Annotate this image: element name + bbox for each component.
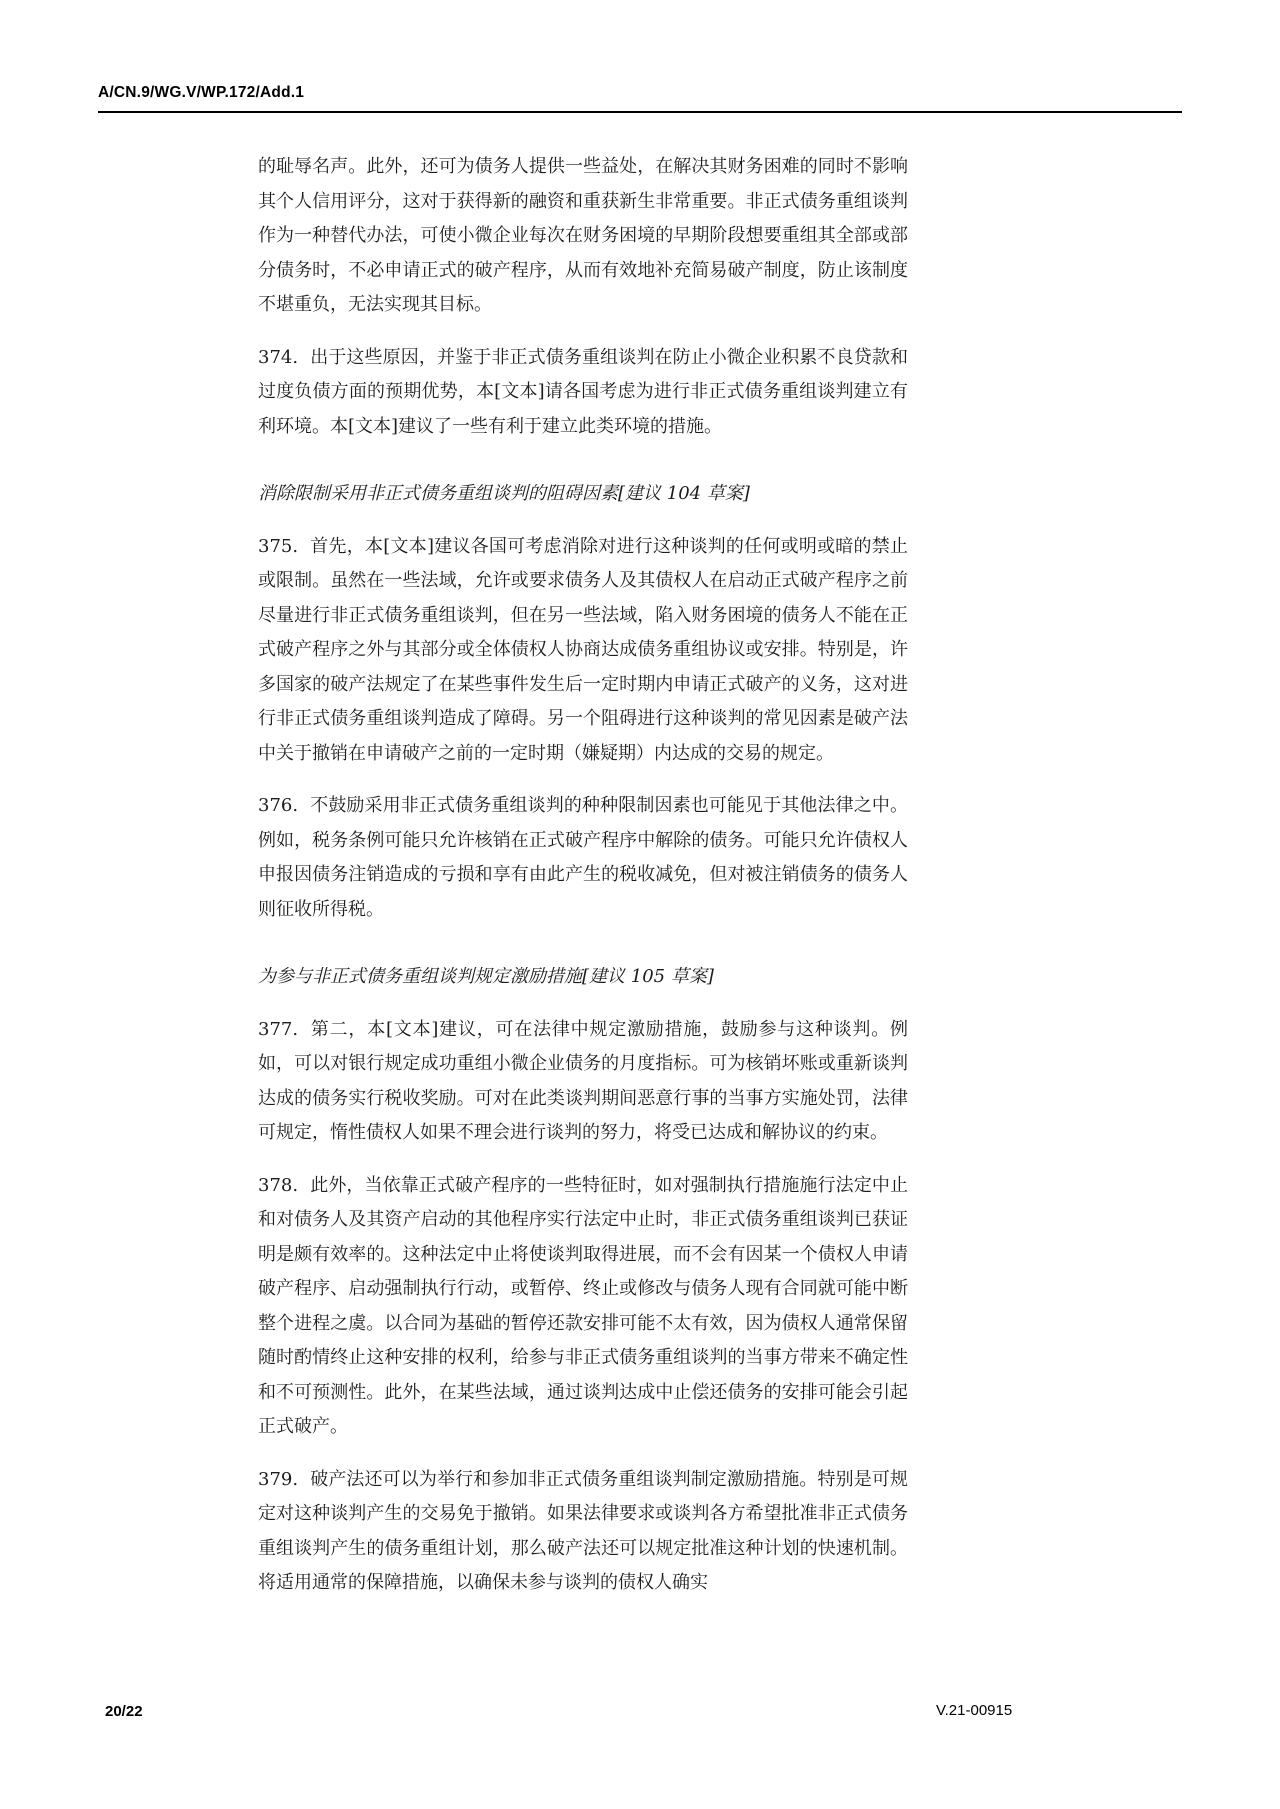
paragraph-text: 首先，本[文本]建议各国可考虑消除对进行这种谈判的任何或明或暗的禁止或限制。虽然在一些法域，允许或要求债务人及其债权人在启动正式破产程序之前尽量进行非正式债务重组谈判，但在另一些法域，陷入财务困境的债务人不能在正式破产程序之外与其部分或全体债权人协商达成债务重组协议或安排。特别是，许多国家的破产法规定了在某些事件发生后一定时期内申请正式破产的义务，这对进行非正式债务重组谈判造成了障碍。另一个阻碍进行这种谈判的常见因素是破产法中关于撤销在申请破产之前的一定时期（嫌疑期）内达成的交易的规定。 bbox=[258, 535, 908, 764]
paragraph-text: 的耻辱名声。此外，还可为债务人提供一些益处，在解决其财务困难的同时不影响其个人信用评分，这对于获得新的融资和重获新生非常重要。非正式债务重组谈判作为一种替代办法，可使小微企业每次在财务困境的早期阶段想要重组其全部或部分债务时，不必申请正式的破产程序，从而有效地补充简易破产制度，防止该制度不堪重负，无法实现其目标。 bbox=[258, 156, 908, 315]
paragraph-text: 出于这些原因，并鉴于非正式债务重组谈判在防止小微企业积累不良贷款和过度负债方面的预期优势，本[文本]请各国考虑为进行非正式债务重组谈判建立有利环境。本[文本]建议了一些有利于建立此类环境的措施。 bbox=[258, 346, 908, 437]
paragraph-number: 374. bbox=[258, 346, 299, 368]
paragraph-number: 377. bbox=[258, 1018, 299, 1040]
paragraph-text: 此外，当依靠正式破产程序的一些特征时，如对强制执行措施施行法定中止和对债务人及其资产启动的其他程序实行法定中止时，非正式债务重组谈判已获证明是颇有效率的。这种法定中止将使谈判取得进展，而不会有因某一个债权人申请破产程序、启动强制执行行动，或暂停、终止或修改与债务人现有合同就可能中断整个进程之虞。以合同为基础的暂停还款安排可能不太有效，因为债权人通常保留随时酌情终止这种安排的权利，给参与非正式债务重组谈判的当事方带来不确定性和不可预测性。此外，在某些法域，通过谈判达成中止偿还债务的安排可能会引起正式破产。 bbox=[258, 1174, 908, 1437]
paragraph-continuation bbox=[258, 150, 908, 323]
page-number: 20/22 bbox=[105, 1703, 143, 1720]
paragraph-text: 破产法还可以为举行和参加非正式债务重组谈判制定激励措施。特别是可规定对这种谈判产生的交易免于撤销。如果法律要求或谈判各方希望批准非正式债务重组谈判产生的债务重组计划，那么破产法还可以规定批准这种计划的快速机制。将适用通常的保障措施，以确保未参与谈判的债权人确实 bbox=[258, 1468, 908, 1593]
section-heading-recommendation-105: 为参与非正式债务重组谈判规定激励措施[建议 105 草案] bbox=[258, 966, 714, 987]
header-rule bbox=[98, 111, 1182, 113]
paragraph-378 bbox=[258, 1169, 908, 1445]
paragraph-375 bbox=[258, 530, 908, 772]
paragraph-379 bbox=[258, 1463, 908, 1601]
paragraph-number: 378. bbox=[258, 1174, 299, 1196]
paragraph-number: 375. bbox=[258, 535, 299, 557]
paragraph-text: 不鼓励采用非正式债务重组谈判的种种限制因素也可能见于其他法律之中。例如，税务条例可能只允许核销在正式破产程序中解除的债务。可能只允许债权人申报因债务注销造成的亏损和享有由此产生的税收减免，但对被注销债务的债务人则征收所得税。 bbox=[258, 795, 908, 920]
section-heading-recommendation-104: 消除限制采用非正式债务重组谈判的阻碍因素[建议 104 草案] bbox=[258, 483, 750, 504]
paragraph-377 bbox=[258, 1013, 908, 1151]
paragraph-text: 第二，本[文本]建议，可在法律中规定激励措施，鼓励参与这种谈判。例如，可以对银行规定成功重组小微企业债务的月度指标。可为核销坏账或重新谈判达成的债务实行税收奖励。可对在此类谈判期间恶意行事的当事方实施处罚，法律可规定，惰性债权人如果不理会进行谈判的努力，将受已达成和解协议的约束。 bbox=[258, 1018, 908, 1143]
document-id: V.21-00915 bbox=[936, 1702, 1013, 1719]
document-symbol: A/CN.9/WG.V/WP.172/Add.1 bbox=[98, 84, 305, 101]
paragraph-374 bbox=[258, 341, 908, 445]
document-body bbox=[258, 150, 908, 1619]
paragraph-number: 379. bbox=[258, 1468, 299, 1490]
paragraph-number: 376. bbox=[258, 795, 299, 816]
paragraph-376 bbox=[258, 789, 908, 927]
